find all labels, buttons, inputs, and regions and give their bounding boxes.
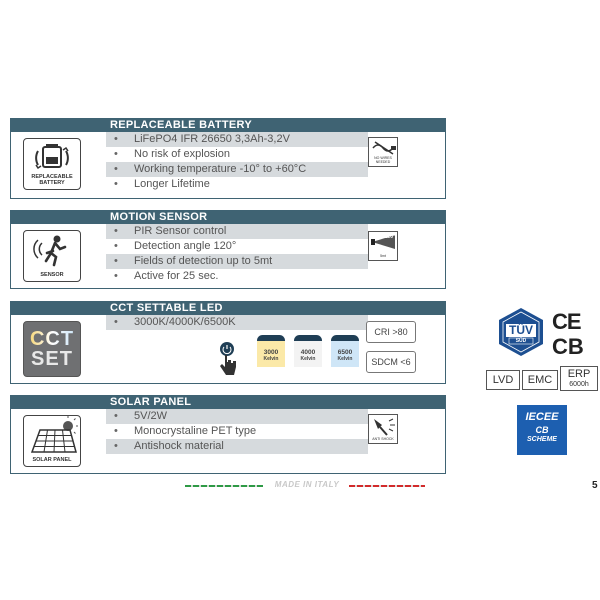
section-header	[10, 395, 446, 409]
detection-angle-icon	[368, 231, 398, 261]
list-item: • Detection angle 120°	[114, 240, 237, 252]
touch-button-icon	[216, 341, 238, 379]
icon-caption: BATTERY	[39, 180, 65, 186]
list-item: • Working temperature -10° to +60°C	[106, 162, 368, 177]
list-item: • 3000K/4000K/6500K	[106, 315, 368, 330]
section-body	[10, 224, 446, 289]
no-wires-icon	[368, 137, 398, 167]
made-in-italy-footer	[185, 480, 425, 492]
side-caption: NEEDED	[375, 160, 391, 164]
section-title: SOLAR PANEL	[110, 396, 192, 408]
icon-caption: SENSOR	[40, 272, 64, 278]
side-caption: ANTI SHOCK	[372, 437, 394, 441]
cct-set-icon	[23, 321, 81, 377]
section-title: MOTION SENSOR	[110, 211, 208, 223]
icon-caption: SOLAR PANEL	[32, 457, 72, 463]
lvd-label: LVD	[486, 370, 520, 390]
cri-spec: CRI >80	[366, 321, 416, 343]
section-body: CCT SET • 3000K/4000K/6500K 3000 Kelvin 4000 Kelvin 6500 Kelvin	[10, 315, 446, 384]
section-motion-sensor	[10, 210, 446, 289]
ce-mark: CE	[552, 309, 581, 334]
page-number: 5	[592, 480, 598, 491]
cb-mark: CB	[552, 334, 584, 359]
erp-label: ERP 6000h	[560, 366, 598, 391]
list-item: • 5V/2W	[106, 409, 368, 424]
section-header	[10, 210, 446, 224]
list-item: • PIR Sensor control	[106, 224, 368, 239]
list-item: • Fields of detection up to 5mt	[106, 254, 368, 269]
section-body	[10, 409, 446, 474]
section-solar-panel	[10, 395, 446, 474]
list-item: • No risk of explosion	[114, 148, 230, 160]
battery-icon	[23, 138, 81, 190]
list-item: • Active for 25 sec.	[114, 270, 219, 282]
side-caption: 120°	[384, 234, 395, 240]
list-item: • Monocrystaline PET type	[114, 425, 257, 437]
motion-sensor-icon	[23, 230, 81, 282]
made-in-italy-text: MADE IN ITALY	[274, 480, 340, 489]
list-item: • Longer Lifetime	[114, 178, 210, 190]
tuv-sud-logo: TÜV SÜD	[496, 307, 546, 357]
emc-label: EMC	[522, 370, 558, 390]
solar-panel-icon	[23, 415, 81, 467]
section-title: REPLACEABLE BATTERY	[110, 119, 252, 131]
feature-list	[106, 224, 368, 284]
iecee-cb-scheme-logo: IECEE CB SCHEME	[517, 405, 567, 455]
icon-caption: REPLACEABLE	[31, 174, 73, 180]
list-item: • LiFePO4 IFR 26650 3,3Ah-3,2V	[106, 132, 368, 147]
side-caption: 5mt	[380, 254, 386, 258]
section-body	[10, 132, 446, 199]
sdcm-spec: SDCM <6	[366, 351, 416, 373]
feature-list	[106, 409, 368, 454]
antishock-icon	[368, 414, 398, 444]
feature-list	[106, 132, 368, 192]
section-title: CCT SETTABLE LED	[110, 302, 223, 314]
set-text: SET	[31, 348, 73, 370]
list-item: • Antishock material	[106, 439, 368, 454]
section-replaceable-battery	[10, 118, 446, 199]
section-header	[10, 301, 446, 315]
side-caption: NO WIRES	[374, 156, 392, 160]
section-cct-led	[10, 301, 446, 384]
cct-text: CCT	[29, 328, 75, 350]
section-header	[10, 118, 446, 132]
feature-list	[106, 315, 368, 330]
